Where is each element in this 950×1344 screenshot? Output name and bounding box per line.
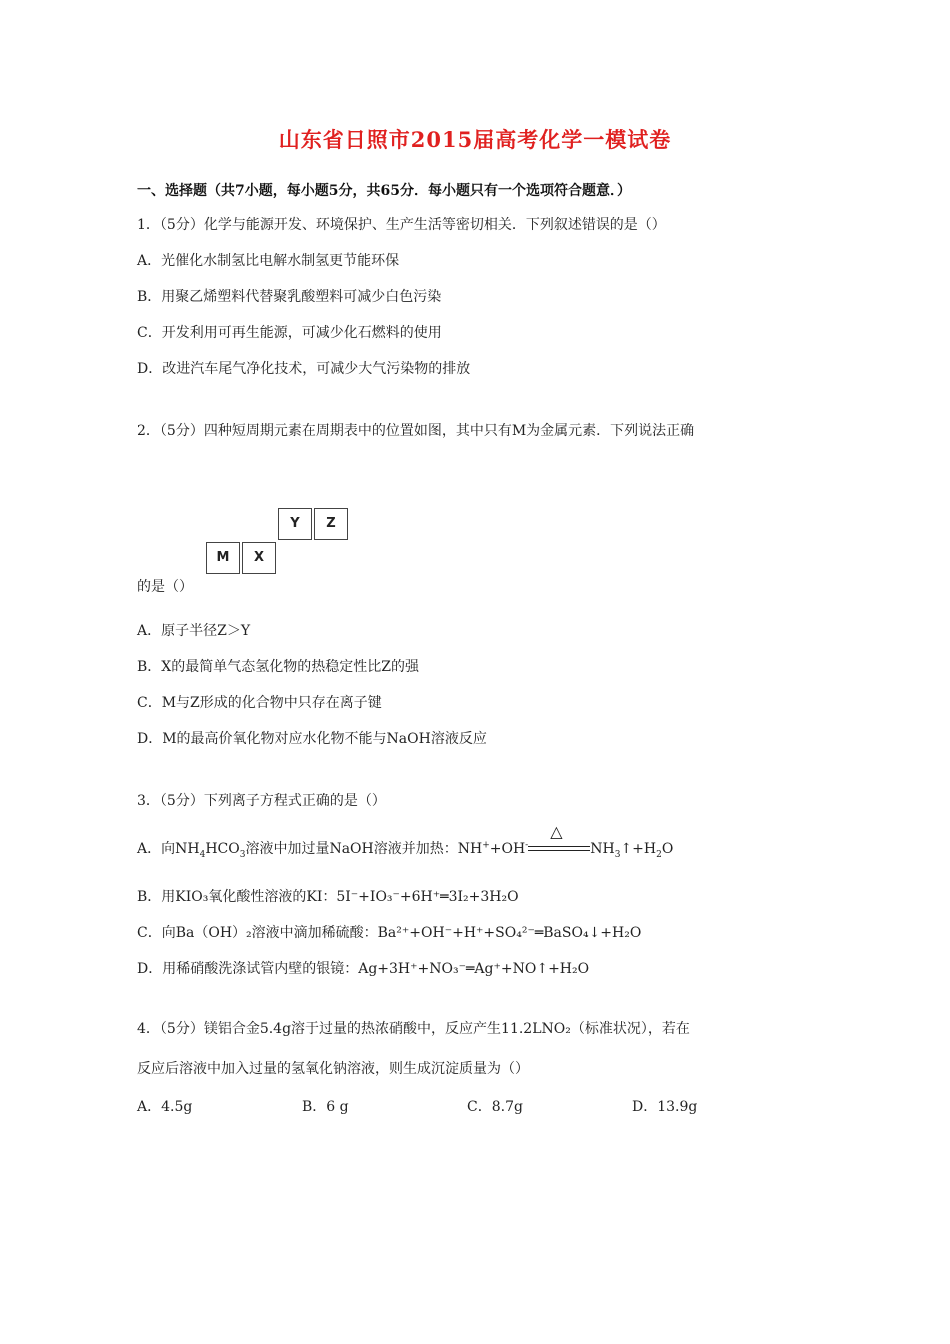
q4-option-a: A．4.5g	[137, 1099, 193, 1115]
q1-option-b: B．用聚乙烯塑料代替聚乳酸塑料可减少白色污染	[137, 289, 442, 305]
q3-option-c: C．向Ba（OH）₂溶液中滴加稀硫酸：Ba²⁺+OH⁻+H⁺+SO₄²⁻═BaSO₄↓+H₂O	[137, 925, 642, 941]
q4-option-d: D．13.9g	[632, 1099, 698, 1115]
q1-stem: 1．（5分）化学与能源开发、环境保护、生产生活等密切相关．下列叙述错误的是（）	[137, 217, 666, 233]
q3-stem: 3．（5分）下列离子方程式正确的是（）	[137, 793, 386, 809]
cell-z: Z	[314, 508, 348, 540]
q2-option-c: C．M与Z形成的化合物中只存在离子键	[137, 695, 382, 711]
q1-option-c: C．开发利用可再生能源，可减少化石燃料的使用	[137, 325, 442, 341]
q4-option-c: C．8.7g	[467, 1099, 523, 1115]
q2-option-b: B．X的最简单气态氢化物的热稳定性比Z的强	[137, 659, 419, 675]
q4-stem-line2: 反应后溶液中加入过量的氢氧化钠溶液，则生成沉淀质量为（）	[137, 1061, 529, 1077]
section-heading: 一、选择题（共7小题，每小题5分，共65分．每小题只有一个选项符合题意．）	[137, 183, 631, 199]
periodic-table-figure	[206, 508, 352, 580]
q2-stem-line2: 的是（）	[137, 579, 193, 595]
q2-stem-line1: 2．（5分）四种短周期元素在周期表中的位置如图，其中只有M为金属元素．下列说法正确	[137, 423, 695, 439]
q3-option-b: B．用KIO₃氧化酸性溶液的KI：5I⁻+IO₃⁻+6H⁺═3I₂+3H₂O	[137, 889, 519, 905]
q4-option-b: B．6 g	[302, 1099, 349, 1115]
heating-equals-sign	[528, 822, 590, 856]
cell-m: M	[206, 542, 240, 574]
cell-y: Y	[278, 508, 312, 540]
q3-option-d: D．用稀硝酸洗涤试管内壁的银镜：Ag+3H⁺+NO₃⁻═Ag⁺+NO↑+H₂O	[137, 961, 590, 977]
q1-option-d: D．改进汽车尾气净化技术，可减少大气污染物的排放	[137, 361, 471, 377]
page-title: 山东省日照市2015届高考化学一模试卷	[278, 127, 672, 152]
q2-option-a: A．原子半径Z＞Y	[137, 623, 251, 639]
q1-option-a: A．光催化水制氢比电解水制氢更节能环保	[137, 253, 400, 269]
cell-x: X	[242, 542, 276, 574]
delta-symbol: △	[550, 822, 563, 841]
q3-option-a: A．向$NH_4HCO_3$溶液中加过量NaOH溶液并加热：NH++OH- △ $NH_3↑+H_2O$	[137, 822, 674, 860]
q2-option-d: D．M的最高价氧化物对应水化物不能与NaOH溶液反应	[137, 731, 487, 747]
q4-stem-line1: 4．（5分）镁铝合金5.4g溶于过量的热浓硝酸中，反应产生11.2LNO₂（标准状况），若在	[137, 1021, 690, 1037]
